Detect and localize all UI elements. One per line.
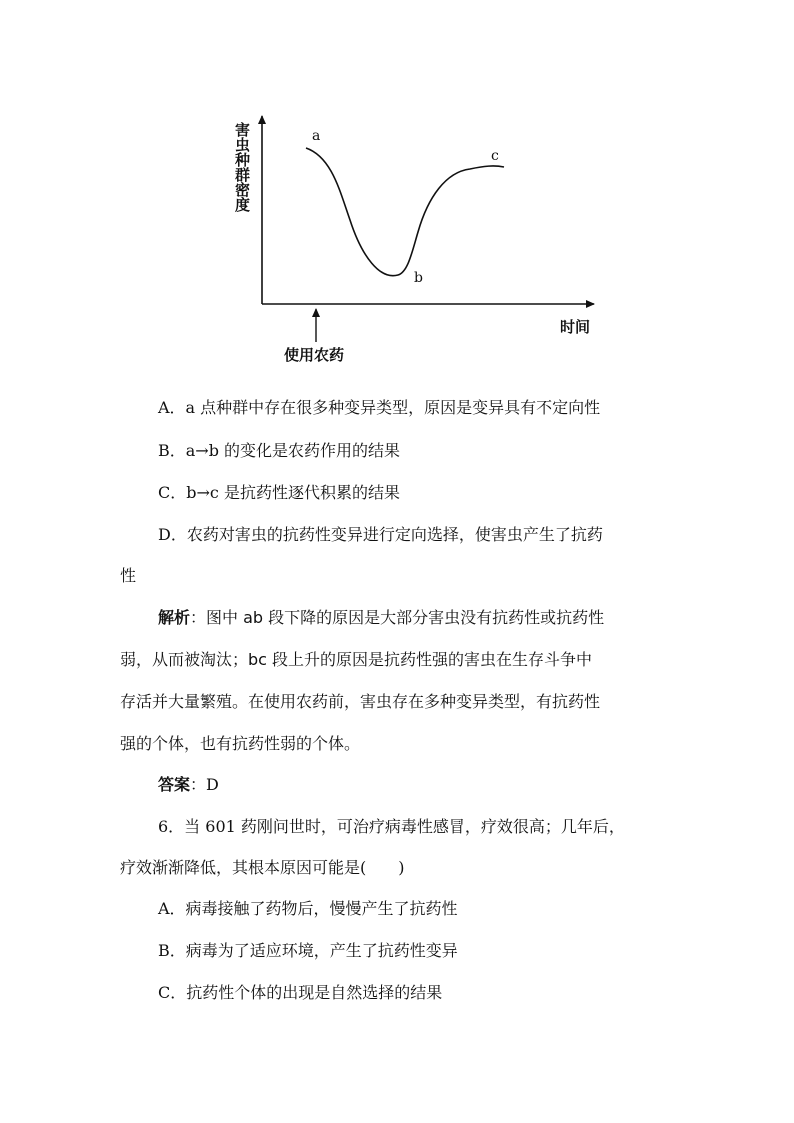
point-b-label: b — [414, 270, 423, 286]
analysis-text1: ：图中 ab 段下降的原因是大部分害虫没有抗药性或抗药性 — [190, 608, 605, 627]
analysis-label: 解析 — [158, 608, 191, 627]
population-density-figure — [222, 112, 612, 372]
analysis-line2: 弱，从而被淘汰；bc 段上升的原因是抗药性强的害虫在生存斗争中 — [120, 650, 593, 669]
option-a: A．a 点种群中存在很多种变异类型，原因是变异具有不定向性 — [158, 398, 601, 417]
point-c-label: c — [491, 148, 499, 164]
option-b: B．a→b 的变化是农药作用的结果 — [158, 441, 401, 460]
option-d-line1: D．农药对害虫的抗药性变异进行定向选择，使害虫产生了抗药 — [158, 525, 603, 544]
analysis-line4: 强的个体，也有抗药性弱的个体。 — [120, 734, 361, 753]
answer-label: 答案 — [158, 775, 191, 794]
q6-option-b: B．病毒为了适应环境，产生了抗药性变异 — [158, 941, 458, 960]
density-curve — [306, 148, 504, 276]
answer-value: ：D — [190, 775, 219, 794]
x-axis-label: 时间 — [560, 318, 591, 336]
answer-line — [158, 775, 718, 795]
option-d-line2: 性 — [120, 566, 137, 585]
option-c: C．b→c 是抗药性逐代积累的结果 — [158, 483, 400, 502]
figure-svg — [222, 112, 612, 372]
y-axis-label: 害虫种群密度 — [233, 122, 251, 212]
question6-line2: 疗效渐渐降低，其根本原因可能是( ) — [120, 858, 405, 877]
analysis-line3: 存活并大量繁殖。在使用农药前，害虫存在多种变异类型，有抗药性 — [120, 692, 601, 711]
q6-option-a: A．病毒接触了药物后，慢慢产生了抗药性 — [158, 899, 458, 918]
question6-line1: 6．当 601 药刚问世时，可治疗病毒性感冒，疗效很高；几年后， — [158, 817, 625, 836]
pesticide-caption: 使用农药 — [284, 346, 345, 364]
analysis-line1 — [158, 608, 718, 628]
q6-option-c: C．抗药性个体的出现是自然选择的结果 — [158, 983, 443, 1002]
point-a-label: a — [312, 128, 321, 144]
